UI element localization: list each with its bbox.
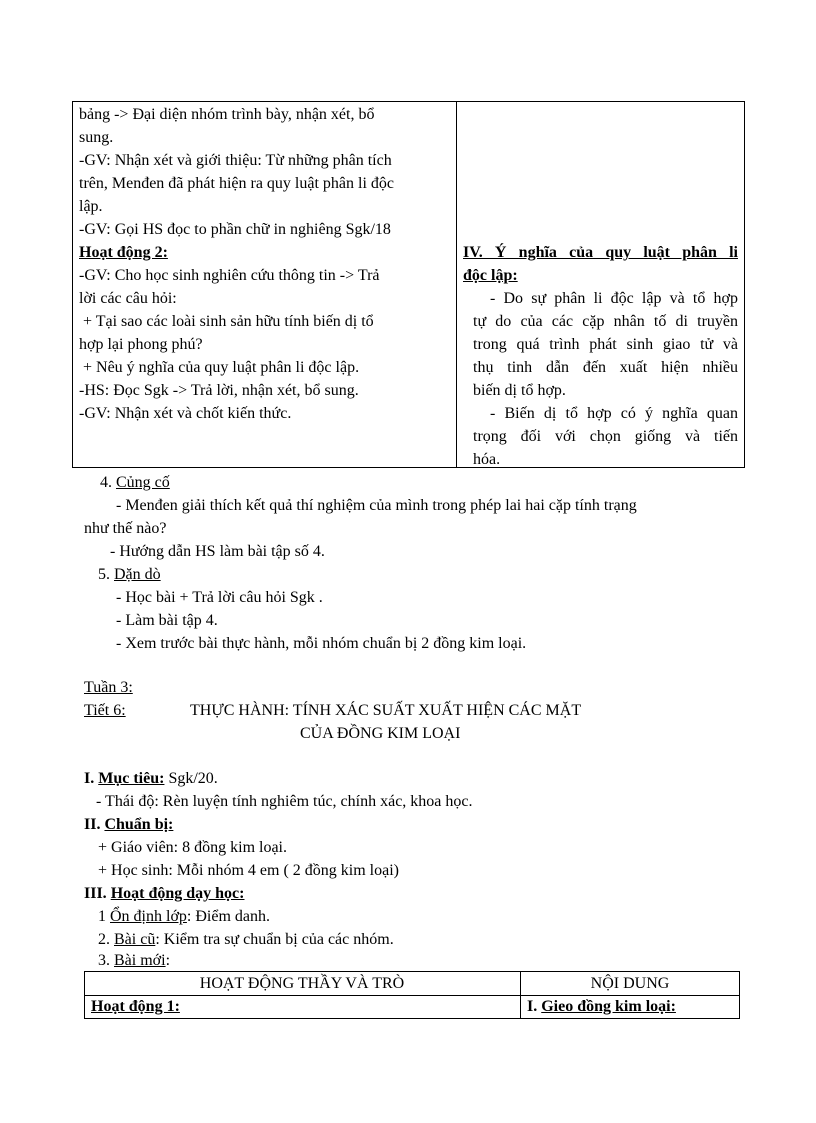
- table-right-line: trong quá trình phát sinh giao tử và: [473, 336, 738, 353]
- item-value: : Kiểm tra sự chuẩn bị của các nhóm.: [155, 931, 394, 948]
- table-left-line: + Tại sao các loài sinh sản hữu tính biến dị tổ: [79, 313, 374, 330]
- consolidation-line: - Hướng dẫn HS làm bài tập số 4.: [110, 543, 325, 560]
- activity-2-heading: Hoạt động 2:: [79, 244, 168, 261]
- section-title: Mục tiêu:: [98, 770, 165, 787]
- item-label: Ổn định lớp: [110, 908, 187, 925]
- table-right-line: hóa.: [473, 451, 501, 468]
- activities-heading: [84, 883, 244, 905]
- table-left-line: -GV: Cho học sinh nghiên cứu thông tin -> Trả: [79, 267, 380, 284]
- table-left-line: -GV: Nhận xét và giới thiệu: Từ những phân tích: [79, 152, 392, 169]
- table-left-line: + Nêu ý nghĩa của quy luật phân li độc lập.: [79, 359, 360, 376]
- objectives-heading: [84, 768, 218, 790]
- week-label: Tuần 3:: [84, 679, 133, 696]
- homework-line: - Xem trước bài thực hành, mỗi nhóm chuẩn bị 2 đồng kim loại.: [116, 635, 527, 652]
- homework-line: - Làm bài tập 4.: [116, 612, 218, 629]
- section-title: Chuẩn bị:: [104, 816, 174, 833]
- coin-toss-title: Gieo đồng kim loại:: [541, 998, 676, 1015]
- section-number: 4.: [100, 474, 112, 491]
- item-value: : Điểm danh.: [186, 908, 270, 925]
- table-left-line: bảng -> Đại diện nhóm trình bày, nhận xét, bổ: [79, 106, 375, 123]
- table-left-line: -GV: Gọi HS đọc to phần chữ in nghiêng Sgk/18: [79, 221, 391, 238]
- section-title: Củng cố: [116, 474, 170, 491]
- table-left-line: trên, Menđen đã phát hiện ra quy luật phân li độc: [79, 175, 395, 192]
- coin-toss-heading: I. Gieo đồng kim loại:: [527, 998, 676, 1015]
- item-number: 1: [98, 908, 106, 925]
- table-left-line: -GV: Nhận xét và chốt kiến thức.: [79, 405, 292, 422]
- table-right-line: thụ tinh dẫn đến xuất hiện nhiều: [473, 359, 738, 376]
- table-right-line: biến dị tổ hợp.: [473, 382, 566, 399]
- section-number: III.: [84, 885, 107, 902]
- objectives-line: - Thái độ: Rèn luyện tính nghiêm túc, chính xác, khoa học.: [96, 793, 473, 810]
- table-right-line: tự do của các cặp nhân tố di truyền: [473, 313, 738, 330]
- table-header-activities: HOẠT ĐỘNG THẦY VÀ TRÒ: [199, 975, 405, 992]
- item-number: 3.: [98, 952, 110, 969]
- item-number: 2.: [98, 931, 110, 948]
- activities-item: [98, 950, 170, 972]
- activities-item: [98, 906, 270, 928]
- period-label: Tiết 6:: [84, 702, 126, 719]
- section-number: 5.: [98, 566, 110, 583]
- table-left-line: lời các câu hỏi:: [79, 290, 177, 307]
- section-number: I.: [84, 770, 95, 787]
- preparation-line: + Học sinh: Mỗi nhóm 4 em ( 2 đồng kim loại): [98, 862, 399, 879]
- item-value: :: [165, 952, 171, 969]
- preparation-heading: [84, 814, 173, 836]
- table-header-content: NỘI DUNG: [590, 975, 670, 992]
- item-label: Bài mới: [114, 952, 166, 969]
- consolidation-line: như thế nào?: [84, 520, 167, 537]
- section-title: Hoạt động dạy học:: [110, 885, 245, 902]
- lesson-title-cont: CỦA ĐỒNG KIM LOẠI: [300, 725, 461, 742]
- table-left-line: lập.: [79, 198, 103, 215]
- activities-item: [98, 929, 394, 951]
- table-divider: [456, 101, 457, 468]
- significance-heading: IV. Ý nghĩa của quy luật phân li: [463, 244, 738, 261]
- homework-heading: [98, 564, 161, 586]
- activity-1-heading: Hoạt động 1:: [91, 998, 180, 1015]
- lesson-title: THỰC HÀNH: TÍNH XÁC SUẤT XUẤT HIỆN CÁC MẶT: [190, 702, 582, 719]
- significance-heading-cont: độc lập:: [463, 267, 518, 284]
- preparation-line: + Giáo viên: 8 đồng kim loại.: [98, 839, 287, 856]
- table-left-line: hợp lại phong phú?: [79, 336, 203, 353]
- item-label: Bài cũ: [114, 931, 156, 948]
- table-right-line: - Do sự phân li độc lập và tổ hợp: [490, 290, 738, 307]
- section-number: II.: [84, 816, 101, 833]
- consolidation-heading: [100, 472, 170, 494]
- table-right-line: - Biến dị tổ hợp có ý nghĩa quan: [490, 405, 738, 422]
- consolidation-line: - Menđen giải thích kết quả thí nghiệm của mình trong phép lai hai cặp tính trạng: [116, 497, 637, 514]
- table-right-line: trọng đối với chọn giống và tiến: [473, 428, 738, 445]
- section-value: Sgk/20.: [164, 770, 218, 787]
- table-left-line: sung.: [79, 129, 114, 146]
- section-title: Dặn dò: [114, 566, 161, 583]
- table-left-line: -HS: Đọc Sgk -> Trả lời, nhận xét, bổ sung.: [79, 382, 359, 399]
- homework-line: - Học bài + Trả lời câu hỏi Sgk .: [116, 589, 323, 606]
